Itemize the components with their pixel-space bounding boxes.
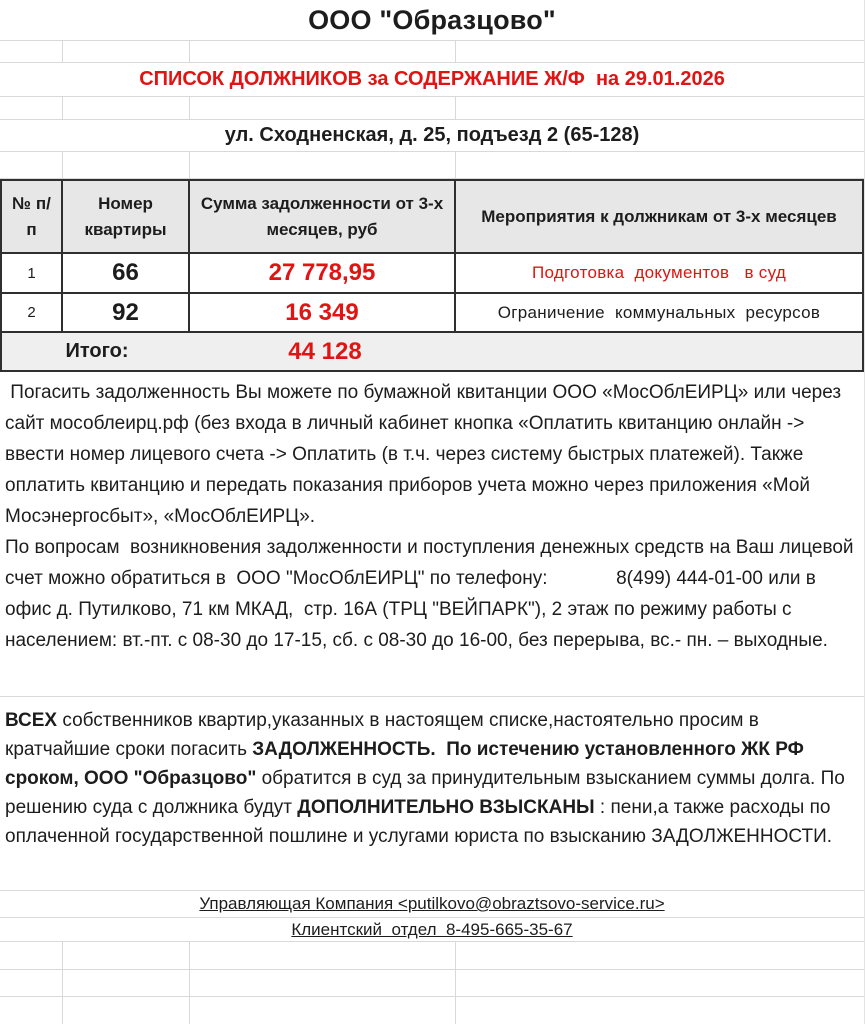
client-dept-phone-link[interactable]: Клиентский отдел 8-495-665-35-67: [291, 919, 573, 939]
empty-cell: [0, 97, 63, 119]
empty-cell: [456, 152, 864, 178]
column-header-actions: Мероприятия к должникам от 3-х месяцев: [481, 206, 837, 226]
empty-grid-row: [0, 970, 864, 997]
table-header-row: [2, 181, 862, 254]
empty-cell: [190, 41, 456, 62]
action-cell: Подготовка документов в суд: [531, 263, 787, 282]
address-banner: ул. Сходненская, д. 25, подъезд 2 (65-128): [0, 120, 864, 152]
empty-cell: [63, 942, 190, 969]
empty-cell: [456, 97, 864, 119]
empty-cell: [190, 997, 456, 1024]
action-cell: Ограничение коммунальных ресурсов: [497, 302, 821, 322]
total-value: 44 128: [288, 337, 362, 365]
empty-cell: [456, 41, 864, 62]
empty-cell: [63, 97, 190, 119]
empty-grid-row: [0, 942, 864, 970]
page-title: ООО "Образцово": [0, 0, 864, 41]
empty-cell: [190, 152, 456, 178]
total-label: Итого:: [65, 340, 129, 362]
column-header-debt-sum: Сумма задолженности от 3-х месяцев, руб: [190, 181, 456, 252]
column-header-apartment: Номер квартиры: [63, 181, 190, 252]
row-number-cell: 2: [2, 294, 63, 331]
empty-cell: [0, 41, 63, 62]
empty-cell: [63, 997, 190, 1024]
row-number-cell: 1: [2, 254, 63, 292]
empty-cell: [190, 970, 456, 996]
column-header-number: № п/п: [2, 181, 63, 252]
empty-cell: [456, 942, 864, 969]
debtors-table: [0, 179, 864, 372]
empty-grid-row: [0, 997, 864, 1024]
empty-cell: [0, 942, 63, 969]
empty-cell: [0, 997, 63, 1024]
empty-cell: [63, 41, 190, 62]
contact-row-company: [0, 891, 864, 918]
empty-grid-row: [0, 97, 864, 120]
empty-cell: [190, 97, 456, 119]
table-total-row: [2, 333, 862, 370]
empty-cell: [456, 970, 864, 996]
table-row: [2, 294, 862, 333]
empty-cell: [456, 997, 864, 1024]
empty-cell: [0, 152, 63, 178]
table-row: [2, 254, 862, 294]
debtors-list-banner: СПИСОК ДОЛЖНИКОВ за СОДЕРЖАНИЕ Ж/Ф на 29.01.2026: [0, 63, 864, 97]
apartment-cell: 66: [63, 254, 190, 292]
info-paragraph-1: Погасить задолженность Вы можете по бумажной квитанции ООО «МосОблЕИРЦ» или через сайт мособлеирц.рф (без входа в личный кабинет кнопка «Оплатить квитанцию онлайн -> ввести номер лицевого счета -> Оплатить (в т.ч. через систему быстрых платежей). Также оплатить квитанцию и передать показания приборов учета можно через приложения «Мой Мосэнергосбыт», «МосОблЕИРЦ».: [5, 382, 847, 527]
empty-cell: [190, 942, 456, 969]
empty-grid-row: [0, 41, 864, 63]
contact-row-client-dept: [0, 918, 864, 942]
apartment-cell: 92: [63, 294, 190, 331]
debt-amount-cell: 27 778,95: [190, 254, 456, 292]
company-email-link[interactable]: Управляющая Компания <putilkovo@obraztsovo-service.ru>: [199, 894, 665, 913]
empty-cell: [63, 970, 190, 996]
info-paragraph-2: По вопросам возникновения задолженности и поступления денежных средств на Ваш лицевой счет можно обратиться в ООО "МосОблЕИРЦ" по телефону: 8(499) 444-01-00 или в офис д. Путилково, 71 км МКАД, стр. 16А (ТРЦ "ВЕЙПАРК"), 2 этаж по режиму работы с населением: вт.-пт. с 08-30 до 17-15, сб. с 08-30 до 16-00, без перерыва, вс.- пн. – выходные.: [5, 537, 859, 651]
empty-cell: [63, 152, 190, 178]
payment-info-block: [0, 372, 864, 697]
empty-cell: [0, 970, 63, 996]
empty-grid-row: [0, 152, 864, 179]
warning-paragraph: ВСЕХ собственников квартир,указанных в настоящем списке,настоятельно просим в кратчайшие сроки погасить ЗАДОЛЖЕННОСТЬ. По истечению установленного ЖК РФ сроком, ООО "Образцово" обратится в суд за принудительным взысканием суммы долга. По решению суда с должника будут ДОПОЛНИТЕЛЬНО ВЗЫСКАНЫ : пени,а также расходы по оплаченной государственной пошлине и услугами юриста по взысканию ЗАДОЛЖЕННОСТИ.: [0, 697, 864, 891]
debt-amount-cell: 16 349: [190, 294, 456, 331]
